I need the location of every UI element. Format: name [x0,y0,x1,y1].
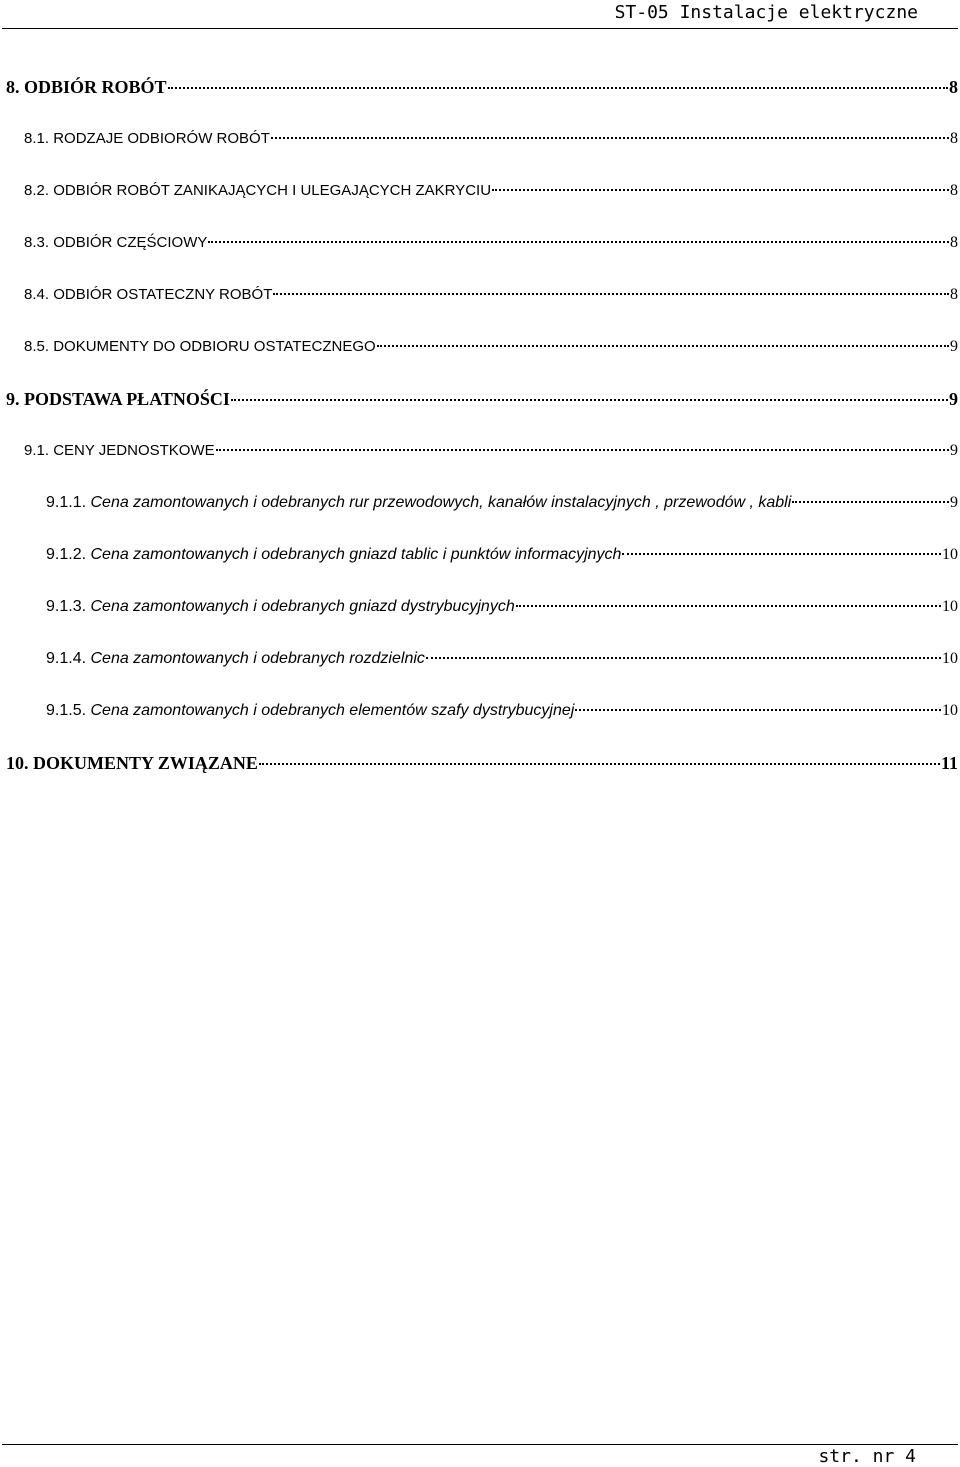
toc-leader [622,553,941,555]
toc-title: RODZAJE ODBIORÓW ROBÓT [53,130,270,147]
toc-entry[interactable] [24,286,958,312]
toc-title: ODBIÓR OSTATECZNY ROBÓT [53,286,273,303]
toc-number: 8.2. [24,182,50,199]
toc-leader [792,501,949,503]
toc-page: 8 [950,182,958,199]
toc-page: 10 [942,598,958,615]
page-number: str. nr 4 [818,1446,916,1467]
toc-entry[interactable] [46,702,958,728]
toc-leader [216,449,949,451]
toc-leader [273,293,949,295]
toc-number: 9.1.4. [46,650,87,667]
toc-leader [259,763,940,765]
toc-number: 9. [6,389,20,409]
toc-page: 8 [950,234,958,251]
toc-number: 9.1.5. [46,702,87,719]
toc-number: 8.3. [24,234,50,251]
running-header: ST-05 Instalacje elektryczne [614,2,918,23]
toc-leader [208,241,949,243]
toc-page: 9 [949,389,958,409]
toc-leader [426,657,941,659]
toc-entry[interactable] [46,494,958,520]
toc-title: Cena zamontowanych i odebranych gniazd tablic i punktów informacyjnych [90,546,622,563]
toc-page: 9 [950,338,958,355]
toc-page: 10 [942,546,958,563]
toc-title: Cena zamontowanych i odebranych rozdzielnic [90,650,425,667]
toc-entry[interactable] [24,442,958,468]
toc-title: ODBIÓR CZĘŚCIOWY [53,234,208,251]
toc-title: CENY JEDNOSTKOWE [53,442,215,459]
toc-entry[interactable] [46,598,958,624]
toc-entry[interactable] [6,389,958,415]
toc-title: Cena zamontowanych i odebranych gniazd dystrybucyjnych [90,598,515,615]
toc-title: Cena zamontowanych i odebranych rur przewodowych, kanałów instalacyjnych , przewodów , kabli [90,494,792,511]
toc-page: 9 [950,442,958,459]
toc-number: 8. [6,77,20,97]
toc-entry[interactable] [24,130,958,156]
toc-number: 9.1.1. [46,494,87,511]
toc-leader [575,709,941,711]
toc-entry[interactable] [24,234,958,260]
toc-leader [271,137,949,139]
toc-number: 8.1. [24,130,50,147]
toc-number: 9.1.3. [46,598,87,615]
toc-page: 8 [950,130,958,147]
toc-entry[interactable] [6,753,958,779]
toc-entry[interactable] [24,182,958,208]
toc-leader [377,345,949,347]
toc-title: ODBIÓR ROBÓT ZANIKAJĄCYCH I ULEGAJĄCYCH ZAKRYCIU [53,182,492,199]
toc-number: 9.1. [24,442,50,459]
toc-page: 10 [942,702,958,719]
toc-page: 9 [950,494,958,511]
toc-number: 9.1.2. [46,546,87,563]
toc-page: 8 [950,286,958,303]
toc-entry[interactable] [24,338,958,364]
toc-number: 8.5. [24,338,50,355]
toc-title: PODSTAWA PŁATNOŚCI [24,389,230,409]
toc-leader [231,399,948,401]
toc-leader [168,87,948,89]
toc-leader [492,189,949,191]
toc-title: DOKUMENTY DO ODBIORU OSTATECZNEGO [53,338,376,355]
toc-title: Cena zamontowanych i odebranych elementów szafy dystrybucyjnej [90,702,575,719]
toc-title: ODBIÓR ROBÓT [24,77,167,97]
toc-entry[interactable] [46,546,958,572]
toc-entry[interactable] [46,650,958,676]
toc-leader [516,605,941,607]
toc-page: 8 [949,77,958,97]
toc-entry[interactable] [6,77,958,103]
toc-number: 10. [6,753,29,773]
toc-page: 11 [940,753,958,773]
footer-rule [2,1444,958,1445]
toc-number: 8.4. [24,286,50,303]
header-rule [2,28,958,29]
toc-page: 10 [942,650,958,667]
toc-title: DOKUMENTY ZWIĄZANE [33,753,258,773]
